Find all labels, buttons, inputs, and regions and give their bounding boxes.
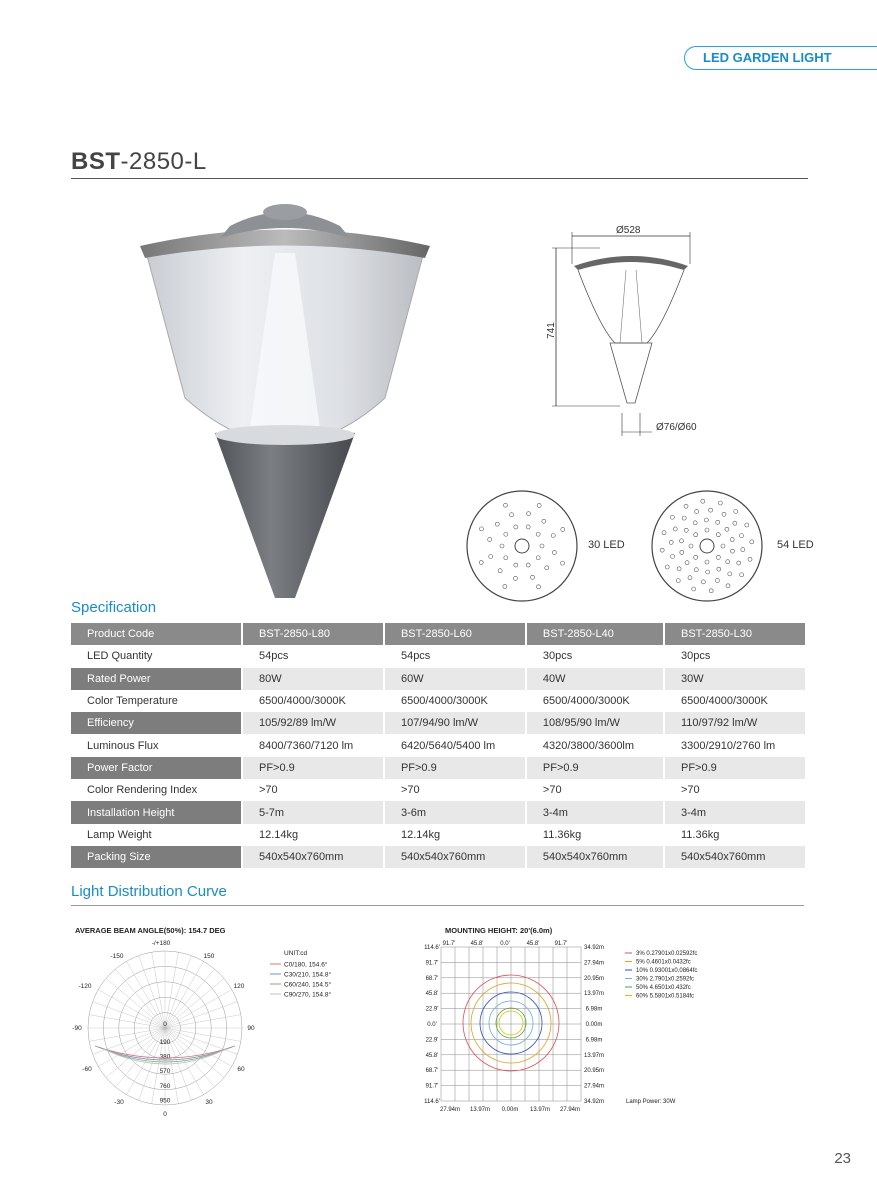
spec-label: Efficiency	[71, 712, 241, 734]
spec-label: LED Quantity	[87, 650, 153, 663]
spec-value: 60W	[385, 668, 525, 690]
polar-ring-label: 950	[159, 1097, 171, 1105]
spec-label: Color Temperature	[87, 695, 178, 708]
spec-value: 54pcs	[400, 650, 431, 663]
spec-value: 105/92/89 lm/W	[243, 712, 383, 734]
polar-angle-label: 30	[205, 1099, 213, 1106]
spec-value: 6420/5640/5400 lm	[400, 739, 496, 752]
polar-angle-label: 120	[233, 983, 245, 990]
spec-value: 80W	[243, 668, 383, 690]
polar-legend-item: C30/210, 154.8°	[284, 971, 332, 979]
spec-row	[71, 668, 805, 690]
spec-value: 6500/4000/3000K	[542, 695, 630, 708]
iso-left-label: 68.7'	[425, 1068, 439, 1075]
spec-value: >70	[259, 784, 278, 797]
spec-value: 540x540x760mm	[665, 846, 805, 868]
iso-legend-item: 5% 0.4601x0.0432fc	[636, 959, 691, 966]
spec-label: Lamp Weight	[87, 828, 152, 841]
spec-row	[71, 779, 805, 801]
spec-value: 5-7m	[243, 801, 383, 823]
spec-label: Product Code	[71, 623, 241, 645]
spec-value: >70	[400, 784, 420, 797]
iso-legend-item: 10% 0.93001x0.0864fc	[636, 968, 698, 974]
spec-value: 3300/2910/2760 lm	[681, 739, 776, 752]
spec-label: Power Factor	[71, 757, 241, 779]
pole-label: Ø76/Ø60	[656, 422, 697, 433]
polar-unit: UNIT:cd	[284, 950, 308, 957]
polar-center-label: 0	[163, 1021, 167, 1028]
spec-label: Installation Height	[71, 801, 241, 823]
spec-value: 3-6m	[385, 801, 525, 823]
polar-angle-label: -/+180	[151, 940, 171, 947]
spec-value: 108/95/90 lm/W	[527, 712, 663, 734]
spec-value: 54pcs	[259, 650, 289, 663]
iso-right-label: 27.94m	[583, 1083, 605, 1090]
iso-legend-item: 50% 4.6501x0.432fc	[636, 985, 691, 991]
diameter-label: Ø528	[616, 225, 641, 236]
iso-left-label: 22.9'	[425, 1006, 439, 1013]
spec-label: Luminous Flux	[87, 739, 159, 752]
polar-angle-label: -30	[114, 1099, 124, 1106]
iso-legend-item: 60% 5.5801x0.5184fc	[636, 993, 695, 1000]
spec-value: 107/94/90 lm/W	[385, 712, 525, 734]
height-label: 741	[545, 322, 557, 339]
iso-left-label: 114.6'	[424, 1099, 440, 1105]
spec-value: 540x540x760mm	[385, 846, 525, 868]
spec-value: BST-2850-L30	[665, 623, 805, 645]
spec-row	[71, 690, 805, 712]
product-photo	[135, 198, 435, 603]
spec-value: 540x540x760mm	[243, 846, 383, 868]
polar-angle-label: 150	[203, 953, 215, 960]
spec-value: 6500/4000/3000K	[259, 695, 346, 708]
spec-value: 8400/7360/7120 lm	[259, 739, 354, 752]
polar-legend-item: C0/180, 154.6°	[284, 961, 328, 969]
polar-title: AVERAGE BEAM ANGLE(50%): 154.7 DEG	[75, 926, 226, 935]
spec-value: 11.36kg	[681, 828, 720, 841]
iso-left-label: 91.7'	[425, 1083, 439, 1090]
iso-legend-item: 3% 0.27901x0.02592fc	[636, 951, 698, 957]
page-number: 23	[834, 1150, 851, 1167]
iso-top-label: 0.0'	[500, 941, 510, 947]
iso-legend-item: 30% 2.7901x0.2592fc	[636, 976, 695, 983]
iso-top-label: 91.7'	[442, 941, 456, 947]
polar-legend-item: C90/270, 154.8°	[284, 991, 332, 999]
spec-value: BST-2850-L80	[243, 623, 383, 645]
spec-heading: Specification	[71, 599, 157, 616]
spec-value: 11.36kg	[542, 828, 582, 841]
title-divider	[71, 178, 808, 179]
led-54-diagram	[645, 490, 775, 605]
polar-angle-label: 0	[163, 1111, 167, 1118]
curves-heading: Light Distribution Curve	[71, 883, 227, 900]
spec-value: 30pcs	[542, 650, 573, 663]
iso-bottom-label: 13.97m	[469, 1107, 491, 1113]
iso-left-label: 22.9'	[425, 1037, 439, 1044]
polar-angle-label: -90	[72, 1025, 82, 1032]
spec-label: Rated Power	[71, 668, 241, 690]
product-title: BST-2850-L	[71, 148, 207, 175]
led-30-diagram	[460, 490, 590, 605]
iso-right-label: 13.97m	[583, 991, 605, 998]
iso-left-label: 45.8'	[425, 991, 439, 998]
spec-value: PF>0.9	[527, 757, 663, 779]
isolux-chart	[405, 938, 705, 1118]
iso-left-label: 114.6'	[424, 945, 440, 951]
polar-angle-label: 90	[247, 1025, 255, 1032]
iso-bottom-label: 13.97m	[529, 1107, 551, 1113]
iso-right-label: 20.95m	[583, 975, 605, 982]
spec-value: 3-4m	[527, 801, 663, 823]
category-badge: LED GARDEN LIGHT	[684, 46, 877, 70]
iso-left-label: 68.7'	[425, 975, 439, 982]
iso-right-label: 34.92m	[583, 945, 605, 951]
iso-title: MOUNTING HEIGHT: 20'(6.0m)	[445, 926, 553, 935]
spec-label: Packing Size	[71, 846, 241, 868]
iso-bottom-label: 0.00m	[501, 1107, 519, 1113]
spec-value: 30pcs	[681, 650, 711, 663]
polar-ring-label: 190	[159, 1039, 171, 1046]
polar-angle-label: -120	[78, 983, 92, 990]
spec-value: 6500/4000/3000K	[681, 695, 768, 708]
spec-value: 110/97/92 lm/W	[665, 712, 805, 734]
spec-row	[71, 734, 805, 756]
spec-value: 4320/3800/3600lm	[542, 739, 635, 752]
polar-legend-item: C60/240, 154.5°	[284, 981, 332, 989]
polar-angle-label: -60	[82, 1066, 92, 1073]
spec-row	[71, 801, 805, 823]
spec-value: >70	[542, 784, 562, 797]
spec-value: BST-2850-L60	[385, 623, 525, 645]
spec-value: PF>0.9	[385, 757, 525, 779]
iso-bottom-label: 27.94m	[439, 1107, 461, 1113]
spec-label: Color Rendering Index	[87, 784, 198, 797]
iso-right-label: 6.98m	[585, 1006, 603, 1013]
spec-value: >70	[681, 784, 700, 797]
spec-value: 40W	[527, 668, 663, 690]
spec-value: 30W	[665, 668, 805, 690]
spec-row	[71, 645, 805, 667]
iso-bottom-label: 27.94m	[559, 1107, 581, 1113]
spec-row	[71, 623, 805, 645]
dimension-drawing	[540, 218, 720, 443]
led-30-label: 30 LED	[588, 539, 625, 551]
polar-ring-label: 760	[159, 1082, 171, 1090]
led-54-label: 54 LED	[777, 539, 814, 551]
iso-left-label: 91.7'	[425, 960, 439, 967]
spec-value: 540x540x760mm	[527, 846, 663, 868]
polar-chart	[65, 938, 365, 1118]
iso-right-label: 20.95m	[583, 1068, 605, 1075]
spec-row	[71, 846, 805, 868]
spec-row	[71, 824, 805, 846]
iso-right-label: 13.97m	[583, 1052, 605, 1059]
spec-value: 3-4m	[665, 801, 805, 823]
spec-value: PF>0.9	[243, 757, 383, 779]
iso-top-label: 91.7'	[554, 941, 568, 947]
spec-row	[71, 712, 805, 734]
iso-right-label: 34.92m	[583, 1099, 605, 1105]
iso-lamp-power: Lamp Power: 30W	[626, 1099, 676, 1105]
iso-right-label: 0.00m	[585, 1022, 603, 1028]
curves-divider	[71, 905, 804, 906]
spec-value: 6500/4000/3000K	[400, 695, 488, 708]
iso-left-label: 45.8'	[425, 1052, 439, 1059]
iso-top-label: 45.8'	[470, 941, 484, 947]
spec-table	[71, 623, 809, 868]
iso-right-label: 6.98m	[585, 1037, 603, 1044]
spec-value: PF>0.9	[665, 757, 805, 779]
spec-row	[71, 757, 805, 779]
polar-ring-label: 570	[159, 1068, 171, 1076]
polar-ring-label: 380	[159, 1053, 171, 1061]
iso-left-label: 0.0'	[427, 1022, 437, 1028]
iso-right-label: 27.94m	[583, 960, 605, 967]
iso-top-label: 45.8'	[526, 941, 540, 947]
spec-value: BST-2850-L40	[527, 623, 663, 645]
polar-angle-label: -150	[110, 953, 124, 960]
spec-value: 12.14kg	[259, 828, 299, 841]
polar-angle-label: 60	[237, 1066, 245, 1073]
spec-value: 12.14kg	[400, 828, 441, 841]
